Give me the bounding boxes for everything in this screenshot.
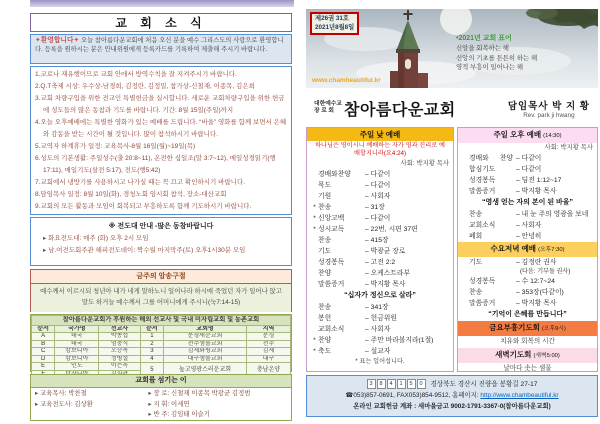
order-row <box>311 313 449 324</box>
stand-mark <box>462 231 469 242</box>
order-value: 딤전 1:12~17 <box>521 177 562 184</box>
denomination-bottom: 장 로 회 <box>314 108 335 114</box>
slogan-line: 신앙의 기초를 튼튼히 하는 해 <box>456 54 538 62</box>
serving-item: ▸ 지 휘: 이세연 <box>148 400 287 411</box>
col-header: 선교사 <box>99 325 140 333</box>
order-value: 사회자 <box>370 193 391 200</box>
address-line <box>307 379 597 390</box>
phone-text: ☎053)857-0691, FAX053)854-9512, 홈페이지: <box>345 392 479 399</box>
notice-item: 4.오늘 오후예배에는 특별한 영화가 있는 예배를 드립니다. “바울” 영화를 함께 보면서 은혜와 감동을 받는 시간이 될 것입니다. 많이 참석하시기 바랍니다. <box>35 119 287 138</box>
day-service-header <box>307 128 453 141</box>
stand-mark: * <box>313 204 316 211</box>
friday-service-title: 금요부흥기도회 <box>489 323 540 332</box>
cell: 인도 <box>55 363 99 371</box>
stand-mark <box>462 276 469 287</box>
phone-line <box>307 390 597 401</box>
stand-mark <box>462 164 469 175</box>
postal-digit: 5 <box>407 379 416 389</box>
afternoon-service-title: 주일 오후 예배 <box>493 130 542 139</box>
notices-box <box>30 66 292 215</box>
order-row <box>311 191 449 202</box>
order-row <box>311 335 449 346</box>
memory-verse-box <box>30 269 292 312</box>
order-row <box>462 164 593 175</box>
order-label: 합심기도 <box>469 166 496 173</box>
order-row <box>311 202 449 213</box>
order-row <box>311 169 449 180</box>
serving-item: ▸ 교육목사: 박찬철 <box>35 389 148 400</box>
order-value: 헌금위원 <box>370 315 397 322</box>
dawn-service-title: 새벽기도회 <box>495 350 532 359</box>
table-header-row <box>32 325 291 333</box>
presider: 사회: 박지황 목사 <box>544 144 593 151</box>
order-value: 박지황 목사 <box>521 188 557 195</box>
order-row <box>311 180 449 191</box>
order-row <box>311 257 449 268</box>
order-value: 설교자 <box>370 348 391 355</box>
cell: 전주샘물교회 <box>164 340 247 348</box>
order-value-next: (다음: 기부돌 권사) <box>520 268 571 275</box>
stand-mark <box>311 191 318 202</box>
order-value: 박지황 목사 <box>521 300 557 307</box>
slogan-title: •2021년 교회 표어 <box>456 35 512 42</box>
order-value: 주만 바라볼지라(1절) <box>370 337 434 344</box>
cell: 태국 <box>55 340 99 348</box>
welcome-box <box>30 34 292 64</box>
church-name-row <box>306 92 598 124</box>
day-service-body <box>307 141 453 367</box>
stand-mark <box>462 153 469 164</box>
cell: 충남온양 <box>246 363 290 378</box>
notice-item: 5.교역자 하계휴가 일정: 교육목사-8월 16일(월)~19일(목) <box>35 143 196 150</box>
order-value: 다같이 <box>370 215 391 222</box>
friday-service-header <box>458 321 597 336</box>
evangelism-item: ▸ 화요전도대: 매주 (화) 오후 2시 모임 <box>35 233 287 245</box>
order-row <box>462 153 593 164</box>
order-label: 말씀증거 <box>318 281 345 288</box>
wednesday-service-body <box>458 257 597 321</box>
cell: 대구 <box>246 355 290 363</box>
table-row <box>32 348 291 356</box>
sermon-title: “영생 얻는 자의 본이 된 바울” <box>481 199 574 206</box>
cell: 정병설 <box>99 355 140 363</box>
serving-item: ▸ 장 로: 신철재 이종목 박광균 김정범 <box>148 389 287 400</box>
denomination-top: 대한예수교 <box>314 101 342 107</box>
slogan-line: 신앙을 회복하는 해 <box>456 45 509 52</box>
church-name-block <box>314 97 456 120</box>
order-value: 353장(다같이) <box>521 289 564 296</box>
welcome-body: 오늘 참아름다운교회에 처음 오신 분을 예수 그리스도의 사랑으로 환영합니다. 등록을 원하시는 분은 안내위원에게 등록카드를 기록하여 제출해 주시기 바랍니다. <box>35 37 284 53</box>
order-row <box>311 324 449 335</box>
presider: 사회: 박지황 목사 <box>400 160 449 167</box>
cell: 태국 <box>55 333 99 341</box>
order-label: 찬송 <box>469 211 483 218</box>
church-news-title-box <box>30 13 292 32</box>
church-photo <box>306 9 598 88</box>
dawn-service-line: 날마다 솟는 샘물 <box>503 365 552 372</box>
stand-mark <box>311 324 318 335</box>
order-row <box>462 209 593 220</box>
stand-mark <box>311 313 318 324</box>
day-service-box <box>306 127 454 372</box>
issue-volume: 제26권 31호 <box>315 15 350 22</box>
serving-item: ▸ 교육전도사: 김상환 <box>35 400 148 411</box>
wednesday-service-time: (오후7:30) <box>538 247 565 253</box>
order-value: 다같이 <box>370 171 391 178</box>
page-title: 교 회 소 식 <box>115 16 207 30</box>
order-row <box>462 220 593 231</box>
postal-digit: 0 <box>417 379 426 389</box>
col-header: 교회명 <box>164 325 247 333</box>
page-right <box>306 0 598 424</box>
friday-service-time: (오후9시) <box>541 326 566 332</box>
order-label: 교회소식 <box>318 326 345 333</box>
table-row <box>32 355 291 363</box>
friday-service-line: 치유와 회복의 시간 <box>500 338 555 345</box>
order-row <box>462 298 593 309</box>
notice-item: 3.교회 차량구입을 위한 전교인 특별헌금을 실시합니다. 새로운 교회차량구입을 위한 헌금에 성도들의 많은 동참과 기도를 바랍니다. 기간: 8월 15일(주일)까지 <box>35 95 285 114</box>
cell: C <box>32 348 55 356</box>
website-link[interactable]: www.chambeautiful.kr <box>312 77 381 84</box>
order-row <box>462 257 593 276</box>
order-label: 찬송 <box>318 237 332 244</box>
page-left <box>30 0 294 424</box>
afternoon-service-box <box>457 127 598 372</box>
order-value: 다같이 <box>370 182 391 189</box>
order-value: 사회자 <box>521 222 542 229</box>
cell: 오승목 <box>99 348 140 356</box>
cell: 대구샘물교회 <box>164 355 247 363</box>
order-label: 신앙고백 <box>318 215 345 222</box>
order-label: 묵도 <box>318 182 332 189</box>
dawn-service-time: (새벽5:00) <box>533 353 560 359</box>
order-value: 수 12:7~24 <box>521 278 555 285</box>
notice-item: 9.교회의 모든 활동과 모임이 회복되고 부흥하도록 함께 기도하시기 바랍니다. <box>35 203 252 210</box>
cell: A <box>32 333 55 341</box>
col-header: 순서 <box>32 325 55 333</box>
pastor-name-en: Rev. park ji hwang <box>523 111 575 119</box>
pastor-name: 담임목사 박 지 황 <box>507 100 590 112</box>
stand-mark <box>462 186 469 197</box>
evangelism-title: ※ 전도대 안내 -많은 동참바랍니다 <box>108 223 214 230</box>
notice-item: 6.성도의 기본생활: 주일성수(출 20:8~11), 온전한 십일조(말 3:7~12), 매일성경읽기(행 17:11), 매일기도(살전 5:17), 전도(행5:42) <box>35 155 276 174</box>
cell: 엄충식 <box>99 340 140 348</box>
order-value: 오케스트라부 <box>370 270 411 277</box>
evangelism-box <box>30 217 292 266</box>
order-label: 기도 <box>469 259 483 266</box>
order-label: 교회소식 <box>469 222 496 229</box>
sermon-title: “십자가 정신으로 살라” <box>344 292 416 299</box>
afternoon-service-time: (14:30) <box>543 133 562 139</box>
stand-mark <box>311 279 318 290</box>
table-row <box>32 333 291 341</box>
notice-item: 1.코로나 재유행이므로 교회 안에서 방역수칙을 잘 지켜주시기 바랍니다. <box>35 71 237 78</box>
cell: 1 <box>140 333 163 341</box>
stand-note: * 표는 일어섭니다. <box>355 358 405 365</box>
support-table-title: 참아름다운교회가 후원하는 해외 선교사 및 국내 미자립교회 및 농촌교회 <box>32 316 291 326</box>
cell: 4 <box>140 355 163 363</box>
order-value: 다같이 <box>521 155 542 162</box>
stand-mark: * <box>313 337 316 344</box>
memory-verse-title: 금주의 암송구절 <box>31 270 291 284</box>
welcome-title: ✦환영합니다✦ <box>35 37 80 44</box>
cell: B <box>32 340 55 348</box>
order-label: 성경봉독 <box>318 259 345 266</box>
serving-columns <box>31 388 291 422</box>
cell: D <box>32 355 55 363</box>
order-label: 축도 <box>318 348 332 355</box>
order-row <box>311 235 449 246</box>
order-label: 폐회 <box>469 233 483 240</box>
order-value: 341장 <box>370 304 389 311</box>
col-header: 순서 <box>140 325 163 333</box>
stand-mark <box>311 302 318 313</box>
order-label: 말씀증거 <box>469 300 496 307</box>
serving-box <box>30 374 292 421</box>
service-verse: 하나님은 영이시니 예배하는 자가 영과 진리로 예배할지니라(요4:24) <box>315 142 445 157</box>
order-row <box>311 346 449 357</box>
postal-code-boxes <box>367 379 426 389</box>
wednesday-service-title: 수요저녁 예배 <box>490 244 537 253</box>
order-label: 찬송 <box>469 289 483 296</box>
order-label: 봉헌 <box>318 315 332 322</box>
order-label: 경배와 찬양 <box>469 155 513 162</box>
order-row <box>311 246 449 257</box>
cell: 이은옥 <box>99 363 140 371</box>
sermon-title: “기억이 은혜를 만듭니다” <box>488 311 567 318</box>
cell: 문경 <box>246 333 290 341</box>
table-row <box>32 363 291 371</box>
cell: 문경새순교회 <box>164 333 247 341</box>
church-name: 참아름다운교회 <box>344 101 456 119</box>
postal-digit: 1 <box>397 379 406 389</box>
dawn-service-header <box>458 348 597 363</box>
cell: 3 <box>140 348 163 356</box>
table-row <box>32 340 291 348</box>
postal-digit: 4 <box>387 379 396 389</box>
cell: 김제화평교회 <box>164 348 247 356</box>
stand-mark <box>311 180 318 191</box>
order-value: 박지황 목사 <box>370 281 406 288</box>
support-table <box>31 315 291 379</box>
issue-box <box>310 12 359 35</box>
top-decor-bar <box>30 0 294 7</box>
stand-mark <box>462 257 469 276</box>
stand-mark <box>311 268 318 279</box>
stand-mark <box>311 169 318 180</box>
order-label: 기도 <box>318 248 332 255</box>
stand-mark <box>311 246 318 257</box>
cell: 박종섭 <box>99 333 140 341</box>
order-row <box>462 231 593 242</box>
address-text: 경상북도 경산시 진량읍 봉황길 27-17 <box>430 381 538 388</box>
order-label: 찬송 <box>318 304 332 311</box>
cell: 높고영광스러운교회 <box>164 363 247 378</box>
stand-mark <box>462 209 469 220</box>
serving-item: ▸ 반 주: 김임태 이슬기 <box>148 410 287 421</box>
contact-footer <box>306 375 598 417</box>
cell: 5 <box>140 363 163 378</box>
slogan-block <box>456 34 537 73</box>
stand-mark <box>462 298 469 309</box>
issue-date: 2021년8월8일 <box>315 23 355 31</box>
wednesday-service-header <box>458 242 597 257</box>
notice-item: 7.교회에서 냉방기를 사용하시고 나가실 때는 꼭 끄고 확인하시기 바랍니다. <box>35 179 246 186</box>
denomination <box>314 101 342 115</box>
cell: E <box>32 363 55 371</box>
postal-digit: 8 <box>377 379 386 389</box>
col-header: 국가명 <box>55 325 99 333</box>
order-label: 찬양 <box>318 270 332 277</box>
slogan-line: 영적 부흥이 일어나는 해 <box>456 64 524 71</box>
account-line: 온라인 교회헌금 계좌 : 새마을금고 9002-1791-3367-0(참아름다운교회) <box>353 403 551 410</box>
stand-mark <box>462 220 469 231</box>
order-row <box>462 175 593 186</box>
cell: 캄보디아 <box>55 355 99 363</box>
col-header: 지역 <box>246 325 290 333</box>
stand-mark: * <box>313 348 316 355</box>
stand-mark <box>462 175 469 186</box>
order-row <box>462 287 593 298</box>
order-label: 성시교독 <box>318 226 345 233</box>
stand-mark: * <box>313 226 316 233</box>
notice-item: 8.담임목사 일정: 8월 10일(화), 경청노회 임시회 참석, 장소-대산교회 <box>35 191 227 198</box>
order-value: 다같이 <box>521 166 542 173</box>
order-value: 사회자 <box>370 326 391 333</box>
stand-mark <box>311 257 318 268</box>
order-label: 찬양 <box>318 337 332 344</box>
order-label: 기원 <box>318 193 332 200</box>
notice-item: 2.Q.T축제 시상: 우수상-남경희, 김정란, 김정밀, 참가상-신철재, 이종목, 김은희 <box>35 83 255 90</box>
order-value: 김정란 권사 <box>521 259 557 266</box>
serving-col-2 <box>148 389 287 421</box>
cell: 김제 <box>246 348 290 356</box>
order-row <box>311 302 449 313</box>
order-value: 내 눈 주의 영광을 보네 <box>521 211 589 218</box>
order-label: 성경봉독 <box>469 177 496 184</box>
order-value: 31장 <box>370 204 385 211</box>
homepage-link[interactable]: http://www.chambeautiful.kr <box>480 392 559 399</box>
order-value: 고전 2:2 <box>370 259 396 266</box>
order-row <box>311 213 449 224</box>
afternoon-service-header <box>458 128 597 143</box>
order-row <box>462 276 593 287</box>
stand-mark <box>462 287 469 298</box>
order-value: 415장 <box>370 237 389 244</box>
order-label: 찬송 <box>318 204 332 211</box>
order-row <box>311 279 449 290</box>
serving-col-1 <box>35 389 148 421</box>
memory-verse-body: 예수께서 이르시되 청년아 내가 네게 말하노니 일어나라 하시매 죽었던 자가 일어나 앉고 말도 하거늘 예수께서 그를 어머니에게 주시니(눅7:14-15) <box>31 284 291 312</box>
order-row <box>311 268 449 279</box>
cell: 전주 <box>246 340 290 348</box>
stand-mark <box>311 235 318 246</box>
order-value: 박광균 장로 <box>370 248 406 255</box>
serving-title: 교회를 섬기는 이 <box>31 375 291 388</box>
order-label: 말씀증거 <box>469 188 496 195</box>
day-service-title: 주일 낮 예배 <box>359 130 401 139</box>
order-row <box>462 186 593 197</box>
stand-mark: * <box>313 215 316 222</box>
order-row <box>311 224 449 235</box>
support-table-box <box>30 314 292 372</box>
order-value: 22번, 시편 37편 <box>370 226 418 233</box>
order-value: 안녕히 <box>521 233 542 240</box>
pastor-block <box>508 98 590 119</box>
evangelism-item: ▸ 남.여전도회주관 해피전도데이: 짝수월 마지막주(토) 오후1시30분 모임 <box>35 245 287 257</box>
postal-digit: 3 <box>367 379 376 389</box>
cell: 2 <box>140 340 163 348</box>
cell: 캄보디아 <box>55 348 99 356</box>
order-label: 성경봉독 <box>469 278 496 285</box>
afternoon-service-body <box>458 143 597 242</box>
order-label: 경배와찬양 <box>318 171 351 178</box>
